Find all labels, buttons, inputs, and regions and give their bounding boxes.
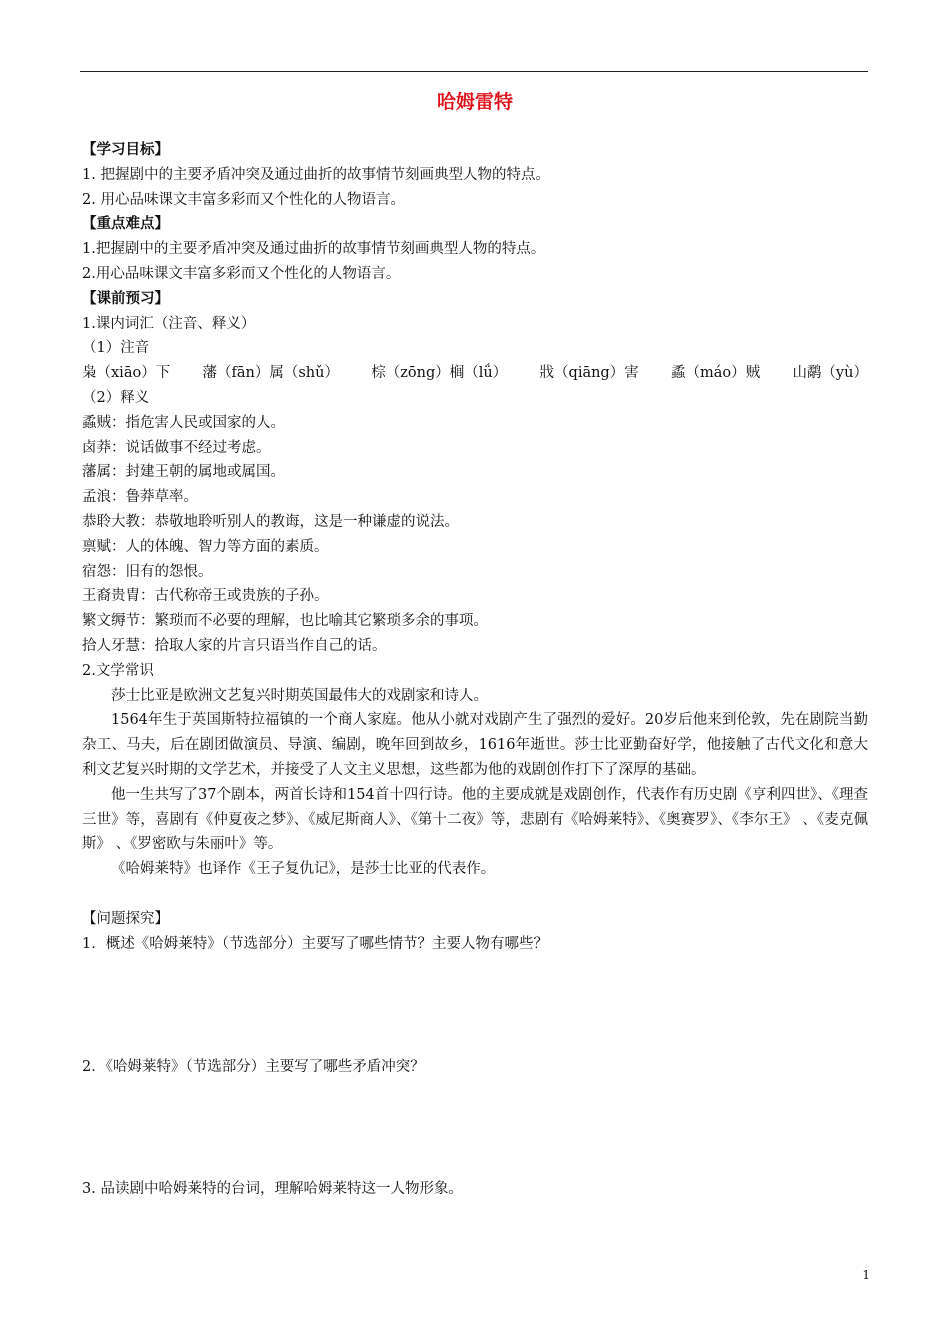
page-number: 1 — [862, 1268, 870, 1282]
objective-item: 2. 用心品味课文丰富多彩而又个性化的人物语言。 — [82, 191, 405, 208]
objectives-heading: 【学习目标】 — [82, 142, 169, 158]
answer-space — [82, 1079, 868, 1177]
literature-paragraph: 他一生共写了37个剧本，两首长诗和154首十四行诗。他的主要成就是戏剧创作，代表作有历史剧《亨利四世》、《理查三世》等，喜剧有《仲夏夜之梦》、《威尼斯商人》、《第十二夜》等，悲剧有《哈姆莱特》、《奥赛罗》、《李尔王》 、《麦克佩斯》 、《罗密欧与朱丽叶》等。 — [82, 786, 868, 853]
pronunciation-item: 戕（qiāng）害 — [539, 365, 639, 382]
definition-item: 卤莽：说话做事不经过考虑。 — [82, 439, 271, 456]
definition-item: 拾人牙慧：拾取人家的片言只语当作自己的话。 — [82, 637, 387, 654]
pronunciation-item: 蟊（máo）贼 — [671, 365, 761, 382]
inquiry-question: 1．概述《哈姆莱特》（节选部分）主要写了哪些情节？主要人物有哪些？ — [82, 935, 548, 952]
pronunciation-item: 藩（fān）属（shǔ） — [202, 365, 339, 382]
objective-item: 1. 把握剧中的主要矛盾冲突及通过曲折的故事情节刻画典型人物的特点。 — [82, 166, 550, 183]
key-points-heading: 【重点难点】 — [82, 216, 169, 233]
definition-item: 孟浪：鲁莽草率。 — [82, 489, 198, 506]
answer-space — [82, 957, 868, 1055]
spacer — [82, 882, 868, 907]
literature-title: 2.文学常识 — [82, 662, 154, 679]
inquiry-question: 3. 品读剧中哈姆莱特的台词，理解哈姆莱特这一人物形象。 — [82, 1181, 463, 1198]
inquiry-question: 2．《哈姆莱特》（节选部分）主要写了哪些矛盾冲突？ — [82, 1058, 425, 1075]
definition-item: 宿怨：旧有的怨恨。 — [82, 563, 213, 580]
definition-item: 恭聆大教：恭敬地聆听别人的教诲，这是一种谦虚的说法。 — [82, 513, 459, 530]
key-point-item: 2.用心品味课文丰富多彩而又个性化的人物语言。 — [82, 265, 401, 282]
vocab-title: 1.课内词汇（注音、释义） — [82, 315, 256, 332]
pronunciation-title: （1）注音 — [82, 340, 150, 357]
definition-item: 王裔贵胄：古代称帝王或贵族的子孙。 — [82, 588, 329, 605]
literature-paragraph: 1564年生于英国斯特拉福镇的一个商人家庭。他从小就对戏剧产生了强烈的爱好。20岁后他来到伦敦，先在剧院当勤杂工、马夫，后在剧团做演员、导演、编剧，晚年回到故乡，1616年逝世。莎士比亚勤奋好学，他接触了古代文化和意大利文艺复兴时期的文学艺术，并接受了人文主义思想，这些都为他的戏剧创作打下了深厚的基础。 — [82, 712, 868, 778]
definition-item: 蟊贼：指危害人民或国家的人。 — [82, 414, 285, 431]
document-title: 哈姆雷特 — [436, 91, 513, 113]
literature-paragraph: 莎士比亚是欧洲文艺复兴时期英国最伟大的戏剧家和诗人。 — [111, 687, 488, 704]
definition-item: 禀赋：人的体魄、智力等方面的素质。 — [82, 538, 329, 555]
inquiry-heading: 【问题探究】 — [82, 910, 169, 927]
literature-paragraph: 《哈姆莱特》也译作《王子复仇记》，是莎士比亚的代表作。 — [111, 861, 496, 878]
pronunciation-item: 棕（zōng）榈（lǘ） — [371, 365, 508, 382]
document-body — [82, 138, 868, 1202]
pronunciation-item: 枭（xiāo）下 — [82, 365, 171, 382]
pronunciation-row — [82, 361, 868, 386]
definition-title: （2）释义 — [82, 389, 150, 406]
key-point-item: 1.把握剧中的主要矛盾冲突及通过曲折的故事情节刻画典型人物的特点。 — [82, 241, 546, 258]
preview-heading: 【课前预习】 — [82, 290, 169, 307]
pronunciation-item: 山鹬（yù） — [792, 365, 868, 382]
header-rule — [80, 71, 868, 72]
definition-item: 繁文缛节：繁琐而不必要的理解，也比喻其它繁琐多余的事项。 — [82, 613, 488, 630]
definition-item: 藩属：封建王朝的属地或属国。 — [82, 464, 285, 481]
